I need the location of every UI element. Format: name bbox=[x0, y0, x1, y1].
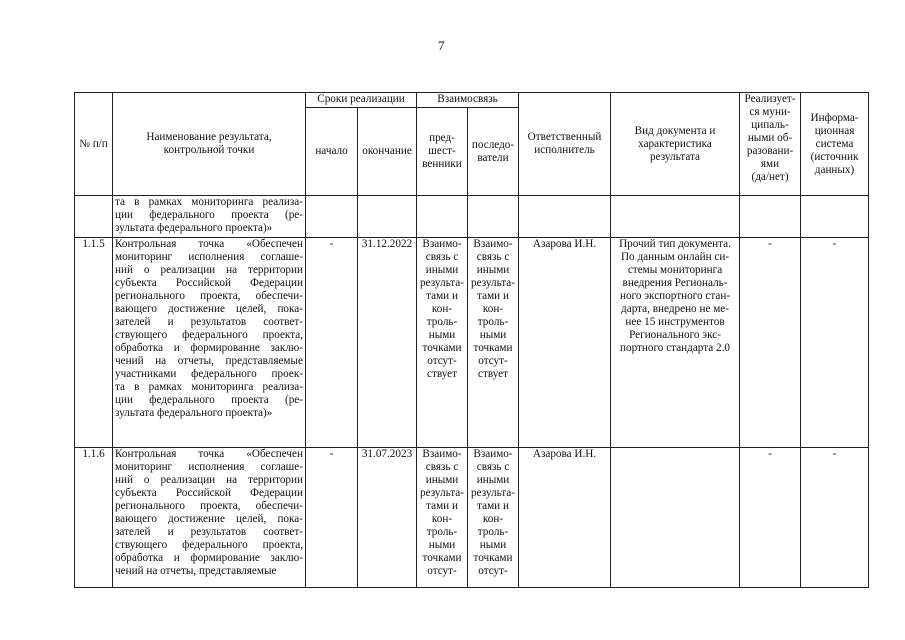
row-responsible: Азарова И.Н. bbox=[519, 448, 611, 588]
header-terms: Сроки реализации bbox=[306, 93, 417, 108]
row-name: та в рамках мониторинга реализа- ции федерального проекта (ре- зультата федерального проекта)» bbox=[113, 196, 306, 238]
row-info bbox=[801, 196, 869, 238]
header-doc-type: Вид документа и характеристика результата bbox=[611, 93, 740, 196]
row-start bbox=[306, 196, 358, 238]
row-responsible: Азарова И.Н. bbox=[519, 238, 611, 448]
header-name: Наименование результата, контрольной точки bbox=[113, 93, 306, 196]
header-predecessors: пред- шест- венники bbox=[417, 108, 468, 196]
row-doc bbox=[611, 196, 740, 238]
header-start: начало bbox=[306, 108, 358, 196]
row-name: Контрольная точка «Обеспечен мониторинг исполнения соглаше- ний о реализации на территории субъекта Российской Федерации регионального проекта, обеспечи- вающего достижение целей, пока- зателей и результатов соответ- ствующего федерального проекта, обработка и формирование заклю- чений на отчеты, представляемые bbox=[113, 448, 306, 588]
row-doc bbox=[611, 448, 740, 588]
row-num: 1.1.5 bbox=[75, 238, 113, 448]
header-relations: Взаимосвязь bbox=[417, 93, 519, 108]
row-num bbox=[75, 196, 113, 238]
row-municipal bbox=[740, 196, 801, 238]
table-row bbox=[75, 238, 869, 448]
row-info: - bbox=[801, 448, 869, 588]
header-responsible: Ответственный исполнитель bbox=[519, 93, 611, 196]
row-predecessors: Взаимо- связь с иными результа- тами и кон- троль- ными точками отсут- ствует bbox=[417, 238, 468, 448]
results-table bbox=[74, 92, 869, 588]
row-responsible bbox=[519, 196, 611, 238]
table-row bbox=[75, 448, 869, 588]
header-info-system: Информа- ционная система (источник данных) bbox=[801, 93, 869, 196]
row-successors: Взаимо- связь с иными результа- тами и кон- троль- ными точками отсут- bbox=[468, 448, 519, 588]
row-end bbox=[358, 196, 417, 238]
header-num: № п/п bbox=[75, 93, 113, 196]
row-successors bbox=[468, 196, 519, 238]
page-number: 7 bbox=[438, 38, 445, 53]
row-name: Контрольная точка «Обеспечен мониторинг исполнения соглаше- ний о реализации на территории субъекта Российской Федерации регионального проекта, обеспечи- вающего достижение целей, пока- зателей и результатов соответ- ствующего федерального проекта, обработка и формирование заклю- чений на отчеты, представляемые участниками федерального проек- та в рамках мониторинга реализа- ции федерального проекта (ре- зультата федерального проекта)» bbox=[113, 238, 306, 448]
row-start: - bbox=[306, 238, 358, 448]
header-municipal: Реализует- ся муни- ципаль- ными об- разовани- ями (да/нет) bbox=[740, 93, 801, 196]
row-end: 31.12.2022 bbox=[358, 238, 417, 448]
row-municipal: - bbox=[740, 448, 801, 588]
row-num: 1.1.6 bbox=[75, 448, 113, 588]
row-info: - bbox=[801, 238, 869, 448]
row-end: 31.07.2023 bbox=[358, 448, 417, 588]
row-successors: Взаимо- связь с иными результа- тами и кон- троль- ными точками отсут- ствует bbox=[468, 238, 519, 448]
table-row bbox=[75, 196, 869, 238]
header-end: окончание bbox=[358, 108, 417, 196]
header-successors: последо- ватели bbox=[468, 108, 519, 196]
row-municipal: - bbox=[740, 238, 801, 448]
row-predecessors bbox=[417, 196, 468, 238]
row-doc: Прочий тип документа. По данным онлайн си- стемы мониторинга внедрения Региональ- ного экспортного стан- дарта, внедрено не ме- нее 15 инструментов Регионального экс- портного стандарта 2.0 bbox=[611, 238, 740, 448]
row-predecessors: Взаимо- связь с иными результа- тами и кон- троль- ными точками отсут- bbox=[417, 448, 468, 588]
row-start: - bbox=[306, 448, 358, 588]
